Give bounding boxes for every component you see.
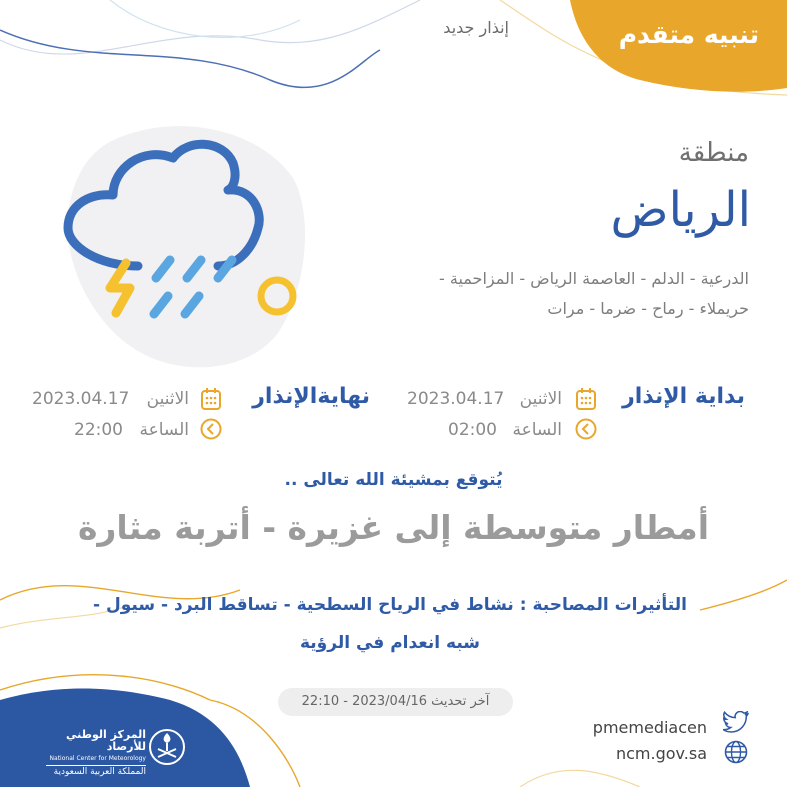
- warning-end-title: نهايةالإنذار: [252, 384, 370, 409]
- forecast-headline: أمطار متوسطة إلى غزيرة - أتربة مثارة: [77, 508, 710, 547]
- org-name-ar: المركز الوطني للأرصاد: [66, 728, 146, 753]
- organization-block: [46, 729, 146, 778]
- warning-end-time: 22:00: [74, 420, 123, 440]
- region-label: منطقة: [678, 138, 749, 168]
- calendar-icon: [200, 387, 222, 411]
- warning-start-date: 2023.04.17: [407, 389, 505, 409]
- cloud-rain-lightning-sun-icon: [58, 118, 308, 378]
- warning-start-time-label: الساعة: [512, 420, 562, 440]
- last-update-pill: آخر تحديث 2023/04/16 - 22:10: [278, 688, 513, 716]
- new-warning-label: إنذار جديد: [443, 18, 509, 37]
- warning-end-time-label: الساعة: [139, 420, 189, 440]
- warning-start-time: 02:00: [448, 420, 497, 440]
- saudi-emblem-icon: [148, 727, 186, 767]
- areas-line-1: الدرعية - الدلم - العاصمة الرياض - المزاحمية -: [439, 269, 749, 288]
- warning-end-date: 2023.04.17: [32, 389, 130, 409]
- warning-start-title: بداية الإنذار: [622, 384, 745, 409]
- clock-chevron-icon: [200, 418, 222, 440]
- twitter-icon[interactable]: [723, 711, 749, 733]
- calendar-icon: [575, 387, 597, 411]
- effects-line-1: التأثيرات المصاحبة : نشاط في الرياح السطحية - تساقط البرد - سيول -: [93, 595, 687, 615]
- globe-icon: [724, 740, 748, 764]
- org-name-en: National Center for Meteorology: [46, 753, 146, 766]
- areas-list: [369, 264, 749, 324]
- forecast-intro: يُتوقع بمشيئة الله تعالى ..: [284, 470, 503, 490]
- org-country: المملكة العربية السعودية: [53, 767, 146, 777]
- website-link[interactable]: ncm.gov.sa: [615, 744, 707, 763]
- clock-chevron-icon: [575, 418, 597, 440]
- effects-line-2: شبه انعدام في الرؤية: [299, 633, 480, 653]
- city-name: الرياض: [610, 182, 751, 238]
- advanced-alert-badge: تنبيه متقدم: [618, 20, 759, 49]
- twitter-handle[interactable]: pmemediacen: [592, 718, 707, 737]
- warning-end-day: الاثنين: [146, 389, 189, 409]
- forecast-effects: [80, 586, 700, 662]
- areas-line-2: حريملاء - رماح - ضرما - مرات: [547, 299, 749, 318]
- warning-start-day: الاثنين: [519, 389, 562, 409]
